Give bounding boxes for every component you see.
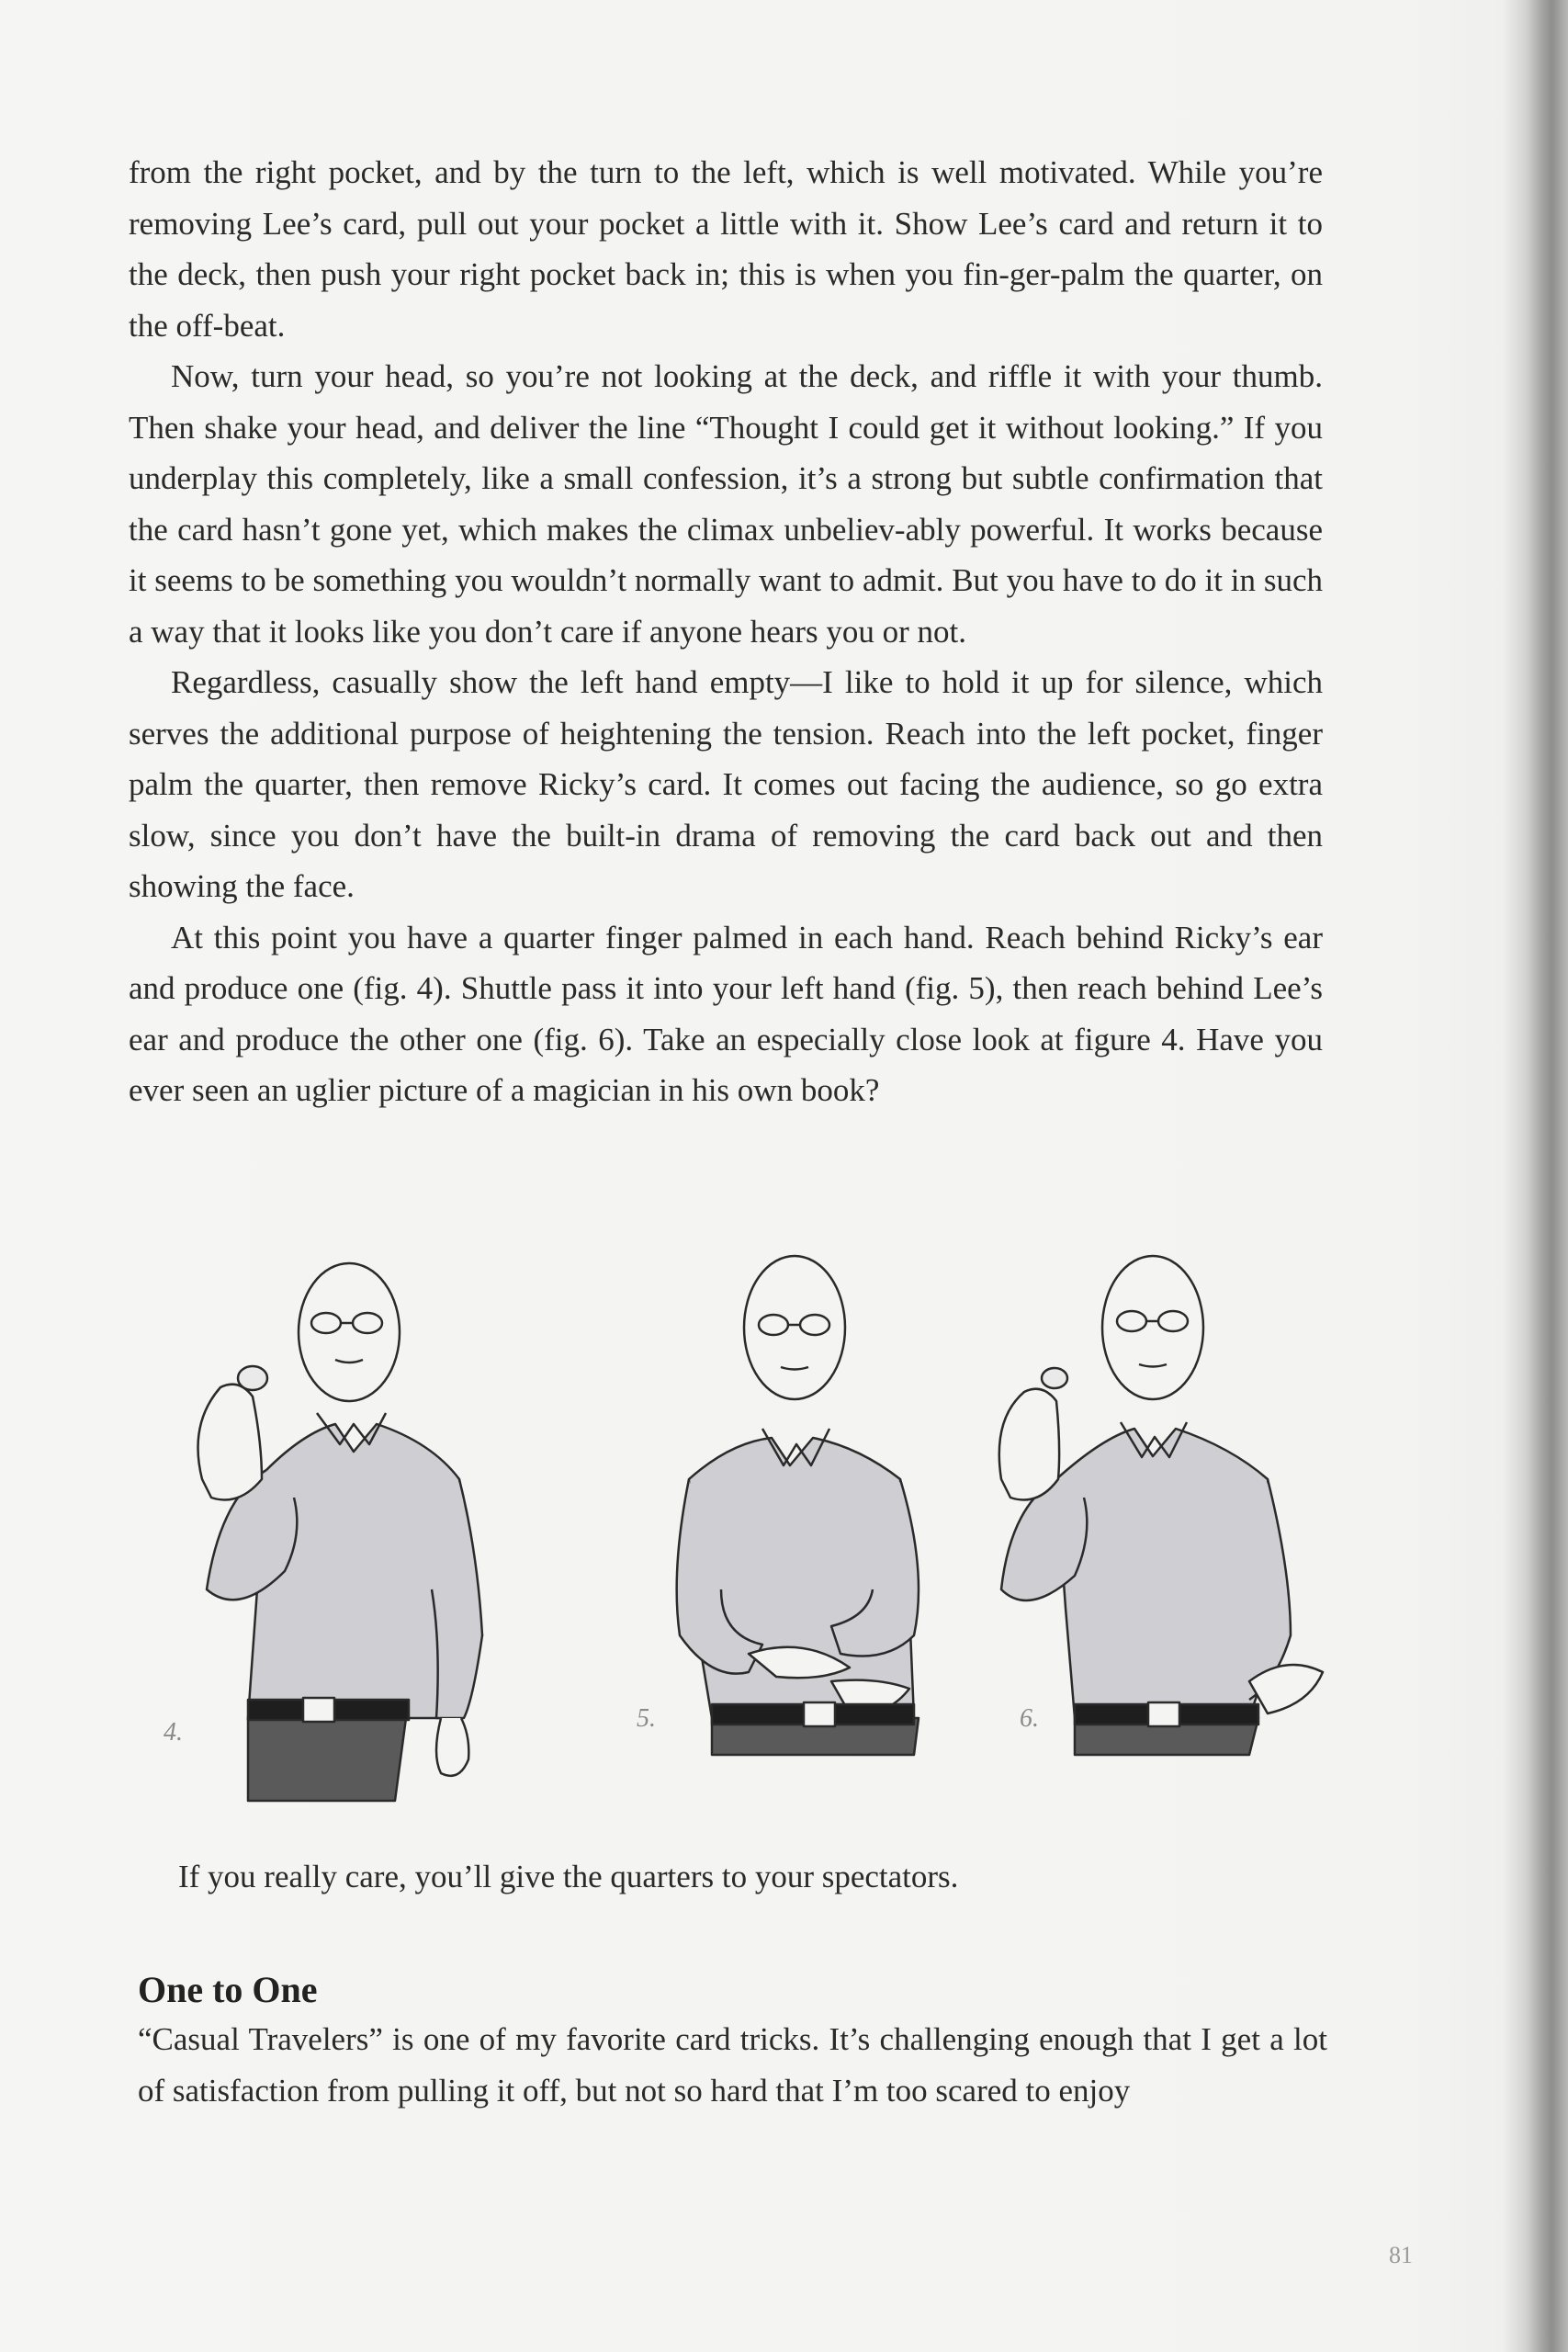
figure-6: [974, 1204, 1359, 1810]
section-text: [138, 2014, 1327, 2116]
figure-4-number: 4.: [164, 1718, 183, 1747]
figure-4-illustration: [165, 1204, 570, 1810]
figure-5: [583, 1204, 969, 1810]
figure-6-number: 6.: [1020, 1704, 1039, 1733]
paragraph-1: from the right pocket, and by the turn to the left, which is well motivated. While you’re removing Lee’s card, pull out your pocket a little with it. Show Lee’s card and return it to the deck, then push your right pocket back in; this is when you fin-ger-palm the quarter, on the off-beat.: [129, 154, 1323, 344]
page-gutter-shadow: [1504, 0, 1568, 2352]
figure-illustrations: [129, 1204, 1359, 1810]
figure-4: [165, 1204, 570, 1810]
paragraph-2: Now, turn your head, so you’re not looking at the deck, and riffle it with your thumb. Then shake your head, and deliver the line “Thought I could get it without looking.” If you underplay this completely, like a small confession, it’s a strong but subtle confirmation that the card hasn’t gone yet, which makes the climax unbeliev-ably powerful. It works because it seems to be something you wouldn’t normally want to admit. But you have to do it in such a way that it looks like you don’t care if anyone hears you or not.: [129, 358, 1323, 650]
figure-5-number: 5.: [637, 1704, 656, 1733]
section-paragraph: “Casual Travelers” is one of my favorite card tricks. It’s challenging enough that I get a lot of satisfaction from pulling it off, but not so hard that I’m too scared to enjoy: [138, 2021, 1327, 2109]
paragraph-4: At this point you have a quarter finger palmed in each hand. Reach behind Ricky’s ear and produce one (fig. 4). Shuttle pass it into your left hand (fig. 5), then reach behind Lee’s ear and produce the other one (fig. 6). Take an especially close look at figure 4. Have you ever seen an uglier picture of a magician in his own book?: [129, 919, 1323, 1108]
figure-caption: If you really care, you’ll give the quarters to your spectators.: [178, 1859, 959, 1894]
body-text: [129, 147, 1323, 1116]
paragraph-3: Regardless, casually show the left hand empty—I like to hold it up for silence, which serves the additional purpose of heightening the tension. Reach into the left pocket, finger palm the quarter, then remove Ricky’s card. It comes out facing the audience, so go extra slow, since you don’t have the built-in drama of removing the card back out and then showing the face.: [129, 664, 1323, 904]
section-heading: One to One: [138, 1969, 318, 2010]
page-number: 81: [1389, 2242, 1413, 2268]
